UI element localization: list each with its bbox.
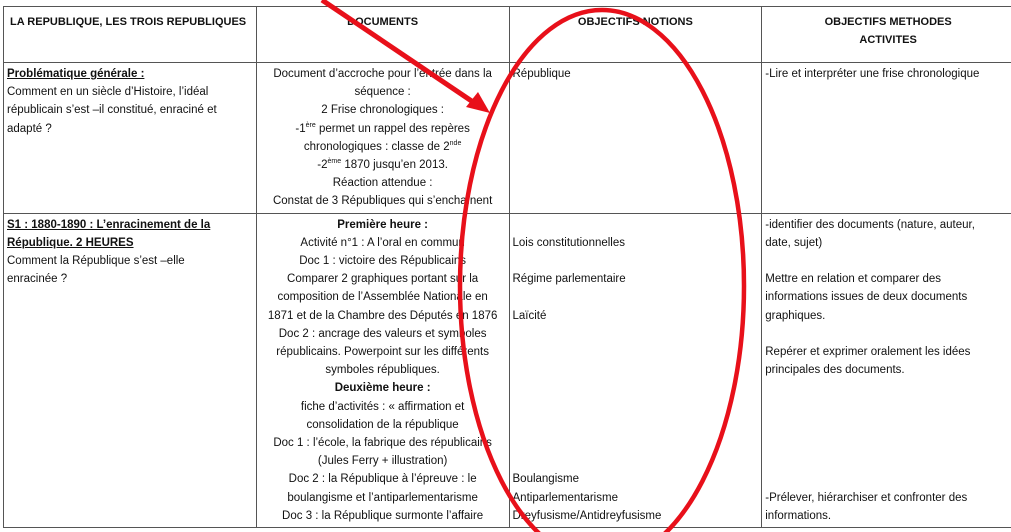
section-title: République. 2 HEURES <box>7 236 134 249</box>
doc-line: Constat de 3 Républiques qui s’enchaînent <box>272 195 493 208</box>
problematique-title: Problématique générale : <box>7 68 145 80</box>
notion-item <box>513 434 759 452</box>
doc-line: -1ère permet un rappel des repères <box>295 121 470 135</box>
doc-line: 2 Frise chronologiques : <box>321 104 444 117</box>
doc-line: Doc 2 : la République à l’épreuve : le <box>288 473 477 486</box>
doc-line: républicains. Powerpoint sur les différents <box>276 346 489 359</box>
header-row <box>4 7 1011 63</box>
method-item <box>765 434 1011 452</box>
section-title: S1 : 1880-1890 : L’enracinement de la <box>7 218 211 231</box>
table-row <box>4 63 1011 214</box>
doc-line: chronologiques : classe de 2nde <box>303 139 462 153</box>
notion-item <box>513 416 759 434</box>
method-item <box>765 252 1011 270</box>
notion-item: Dreyfusisme/Antidreyfusisme <box>512 509 662 522</box>
doc-line: symboles républiques. <box>325 364 440 377</box>
documents-cell <box>256 63 509 214</box>
notion-item <box>513 288 759 306</box>
doc-line: Doc 1 : victoire des Républicains <box>299 255 467 268</box>
doc-line: Activité n°1 : A l’oral en commun <box>300 236 465 249</box>
notions-cell <box>509 213 762 527</box>
method-item: -identifier des documents (nature, auteur, <box>765 218 975 231</box>
header-documents: DOCUMENTS <box>256 7 509 63</box>
doc-line: Doc 2 : ancrage des valeurs et symboles <box>278 327 487 340</box>
documents-cell <box>256 213 509 527</box>
notion-item: Lois constitutionnelles <box>512 236 626 249</box>
doc-line: Deuxième heure : <box>334 382 431 395</box>
notion-item <box>513 361 759 379</box>
problematique-cell <box>4 63 257 214</box>
notion-item <box>513 252 759 270</box>
method-item: Mettre en relation et comparer des <box>765 273 942 286</box>
problematique-line: adapté ? <box>7 122 52 135</box>
table-row <box>4 213 1011 527</box>
header-methods <box>762 7 1011 63</box>
notion-item <box>513 379 759 397</box>
notion-item <box>513 325 759 343</box>
doc-line: Doc 1 : l’école, la fabrique des républicains <box>273 437 492 450</box>
doc-line: boulangisme et l’antiparlementarisme <box>287 491 478 504</box>
method-item <box>765 416 1011 434</box>
doc-line: (Jules Ferry + illustration) <box>317 455 448 468</box>
notion-item: Boulangisme <box>512 473 579 486</box>
methods-cell <box>762 63 1011 214</box>
doc-line: Réaction attendue : <box>332 177 433 190</box>
notion-item: Laïcité <box>512 309 547 322</box>
notion-item <box>513 398 759 416</box>
doc-line: -2ème 1870 jusqu’en 2013. <box>317 158 448 172</box>
header-methods-line1: OBJECTIFS METHODES <box>824 16 952 28</box>
doc-line: consolidation de la république <box>306 418 459 431</box>
section-question: Comment la République s’est –elle <box>7 255 185 268</box>
header-notions: OBJECTIFS NOTIONS <box>509 7 762 63</box>
method-item: informations issues de deux documents <box>765 291 968 304</box>
notion-item <box>513 343 759 361</box>
methods-cell <box>762 213 1011 527</box>
method-item <box>765 452 1011 470</box>
method-item: date, sujet) <box>765 236 823 249</box>
method-item <box>765 379 1011 397</box>
doc-line: séquence : <box>354 86 411 99</box>
header-theme: LA REPUBLIQUE, LES TROIS REPUBLIQUES <box>4 7 257 63</box>
method-item <box>765 325 1011 343</box>
notion-item <box>513 216 759 234</box>
notion-item: Antiparlementarisme <box>512 491 618 504</box>
method-item <box>765 470 1011 488</box>
problematique-line: républicain s’est –il constitué, enraciné et <box>7 104 217 117</box>
method-item: principales des documents. <box>765 364 905 377</box>
doc-line: Comparer 2 graphiques portant sur la <box>287 273 479 286</box>
problematique-line: Comment en un siècle d’Histoire, l’idéal <box>7 86 209 99</box>
doc-line: 1871 et de la Chambre des Députés en 1876 <box>267 309 498 322</box>
method-item: -Lire et interpréter une frise chronologique <box>765 68 980 80</box>
notion-item <box>513 452 759 470</box>
method-item <box>765 398 1011 416</box>
doc-line: composition de l’Assemblée Nationale en <box>277 291 488 304</box>
notions-cell <box>509 63 762 214</box>
notion-item: Régime parlementaire <box>512 273 626 286</box>
doc-line: Document d’accroche pour l’entrée dans la <box>273 68 492 80</box>
lesson-plan-table <box>3 6 1011 528</box>
method-item: informations. <box>765 509 832 522</box>
section-question: enracinée ? <box>7 273 68 286</box>
method-item: -Prélever, hiérarchiser et confronter des <box>765 491 968 504</box>
doc-line: Doc 3 : la République surmonte l’affaire <box>282 509 484 522</box>
doc-line: fiche d’activités : « affirmation et <box>300 400 465 413</box>
doc-line: Première heure : <box>337 218 428 231</box>
method-item: graphiques. <box>765 309 826 322</box>
header-methods-line2: ACTIVITES <box>859 34 917 47</box>
section-cell <box>4 213 257 527</box>
method-item: Repérer et exprimer oralement les idées <box>765 346 971 359</box>
notion-item: République <box>512 68 571 80</box>
